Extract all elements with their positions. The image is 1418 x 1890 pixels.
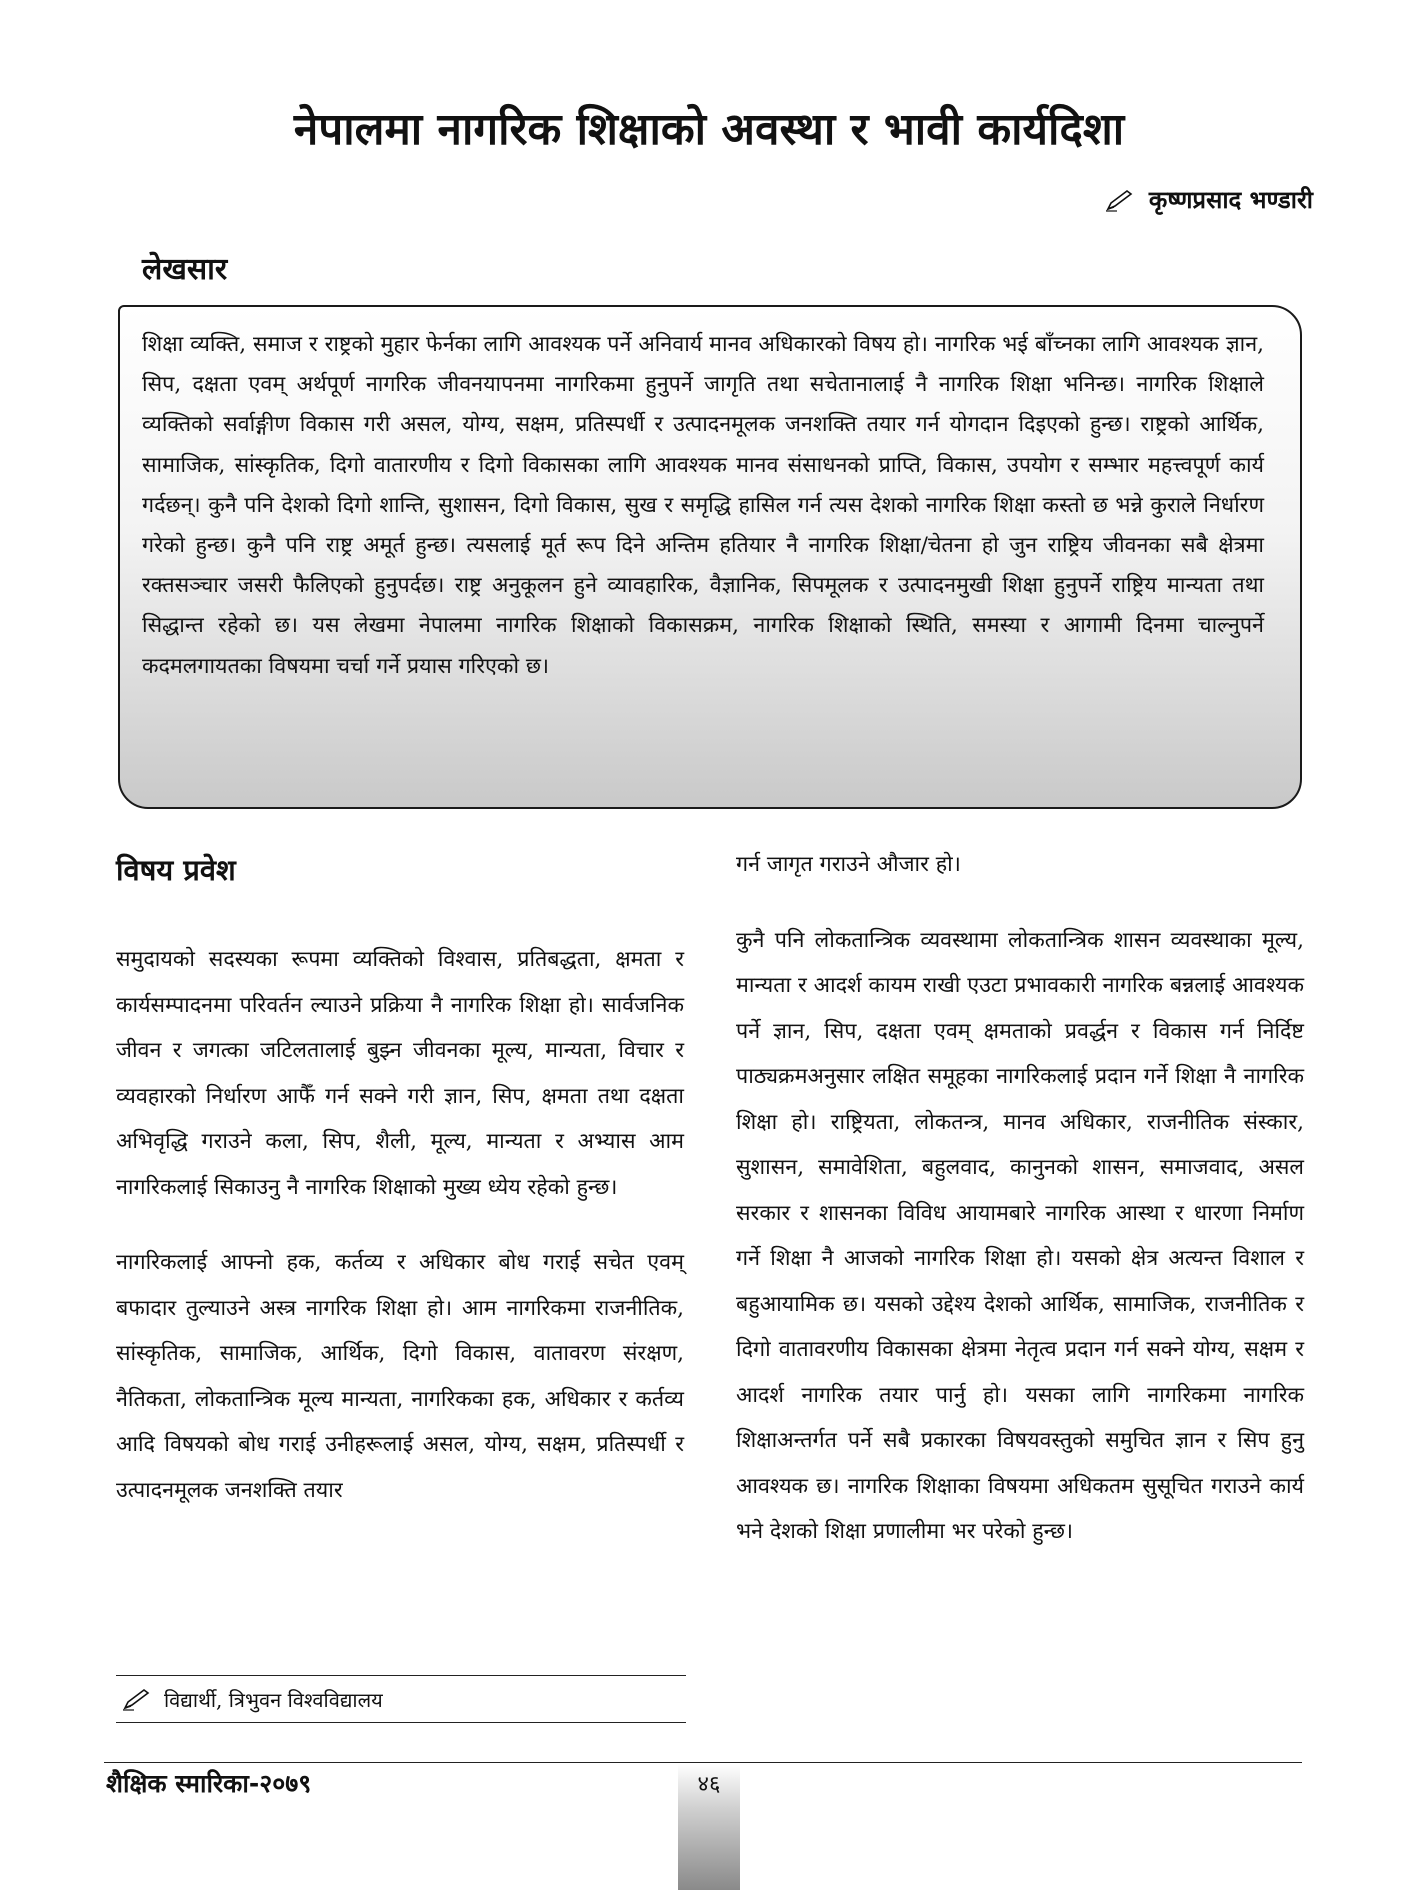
- section-heading: विषय प्रवेश: [116, 853, 236, 887]
- body-paragraph: कुनै पनि लोकतान्त्रिक व्यवस्थामा लोकतान्त्रिक शासन व्यवस्थाका मूल्य, मान्यता र आदर्श कायम राखी एउटा प्रभावकारी नागरिक बन्नलाई आवश्यक पर्ने ज्ञान, सिप, दक्षता एवम् क्षमताको प्रवर्द्धन र विकास गर्न निर्दिष्ट पाठ्यक्रमअनुसार लक्षित समूहका नागरिकलाई प्रदान गर्ने शिक्षा नै नागरिक शिक्षा हो। राष्ट्रियता, लोकतन्त्र, मानव अधिकार, राजनीतिक संस्कार, सुशासन, समावेशिता, बहुलवाद, कानुनको शासन, समाजवाद, असल सरकार र शासनका विविध आयामबारे नागरिक आस्था र धारणा निर्माण गर्ने शिक्षा नै आजको नागरिक शिक्षा हो। यसको क्षेत्र अत्यन्त विशाल र बहुआयामिक छ। यसको उद्देश्य देशको आर्थिक, सामाजिक, राजनीतिक र दिगो वातावरणीय विकासका क्षेत्रमा नेतृत्व प्रदान गर्न सक्ने योग्य, सक्षम र आदर्श नागरिक तयार पार्नु हो। यसका लागि नागरिकमा नागरिक शिक्षाअन्तर्गत पर्ने सबै प्रकारका विषयवस्तुको समुचित ज्ञान र सिप हुनु आवश्यक छ। नागरिक शिक्षाका विषयमा अधिकतम सुसूचित गराउने कार्य भने देशको शिक्षा प्रणालीमा भर परेको हुन्छ।: [736, 927, 1304, 1544]
- page-number: ४६: [697, 1772, 721, 1797]
- body-paragraph: गर्न जागृत गराउने औजार हो।: [736, 852, 961, 877]
- abstract-box: [118, 305, 1302, 809]
- abstract-heading: लेखसार: [142, 252, 228, 287]
- footer-divider: [104, 1762, 1302, 1763]
- publication-name: शैक्षिक स्मारिका-२०७९: [106, 1769, 312, 1798]
- page-number-tab: [678, 1764, 740, 1890]
- article-title: नेपालमा नागरिक शिक्षाको अवस्था र भावी कार्यदिशा: [293, 104, 1125, 155]
- author-line: [1105, 183, 1313, 217]
- body-paragraph: नागरिकलाई आफ्नो हक, कर्तव्य र अधिकार बोध गराई सचेत एवम् बफादार तुल्याउने अस्त्र नागरिक शिक्षा हो। आम नागरिकमा राजनीतिक, सांस्कृतिक, सामाजिक, आर्थिक, दिगो विकास, वातावरण संरक्षण, नैतिकता, लोकतान्त्रिक मूल्य मान्यता, नागरिकका हक, अधिकार र कर्तव्य आदि विषयको बोध गराई उनीहरूलाई असल, योग्य, सक्षम, प्रतिस्पर्धी र उत्पादनमूलक जनशक्ति तयार: [116, 1250, 684, 1503]
- pen-icon: [1105, 188, 1135, 212]
- pen-icon: [122, 1687, 152, 1711]
- author-name: कृष्णप्रसाद भण्डारी: [1148, 186, 1313, 214]
- right-column: [736, 842, 1304, 1555]
- left-column: [116, 845, 684, 1513]
- body-paragraph: समुदायको सदस्यका रूपमा व्यक्तिको विश्वास, प्रतिबद्धता, क्षमता र कार्यसम्पादनमा परिवर्तन ल्याउने प्रक्रिया नै नागरिक शिक्षा हो। सार्वजनिक जीवन र जगत्का जटिलतालाई बुझ्न जीवनका मूल्य, मान्यता, विचार र व्यवहारको निर्धारण आफैँ गर्न सक्ने गरी ज्ञान, सिप, क्षमता तथा दक्षता अभिवृद्धि गराउने कला, सिप, शैली, मूल्य, मान्यता र अभ्यास आम नागरिकलाई सिकाउनु नै नागरिक शिक्षाको मुख्य ध्येय रहेको हुन्छ।: [116, 947, 684, 1200]
- footnote-text: विद्यार्थी, त्रिभुवन विश्वविद्यालय: [164, 1687, 383, 1712]
- abstract-text: शिक्षा व्यक्ति, समाज र राष्ट्रको मुहार फेर्नका लागि आवश्यक पर्ने अनिवार्य मानव अधिकारको विषय हो। नागरिक भई बाँच्नका लागि आवश्यक ज्ञान, सिप, दक्षता एवम् अर्थपूर्ण नागरिक जीवनयापनमा नागरिकमा हुनुपर्ने जागृति तथा सचेतानालाई नै नागरिक शिक्षा भनिन्छ। नागरिक शिक्षाले व्यक्तिको सर्वाङ्गीण विकास गरी असल, योग्य, सक्षम, प्रतिस्पर्धी र उत्पादनमूलक जनशक्ति तयार गर्न योगदान दिइएको हुन्छ। राष्ट्रको आर्थिक, सामाजिक, सांस्कृतिक, दिगो वातारणीय र दिगो विकासका लागि आवश्यक मानव संसाधनको प्राप्ति, विकास, उपयोग र सम्भार महत्त्वपूर्ण कार्य गर्दछन्। कुनै पनि देशको दिगो शान्ति, सुशासन, दिगो विकास, सुख र समृद्धि हासिल गर्न त्यस देशको नागरिक शिक्षा कस्तो छ भन्ने कुराले निर्धारण गरेको हुन्छ। कुनै पनि राष्ट्र अमूर्त हुन्छ। त्यसलाई मूर्त रूप दिने अन्तिम हतियार नै नागरिक शिक्षा/चेतना हो जुन राष्ट्रिय जीवनका सबै क्षेत्रमा रक्तसञ्चार जसरी फैलिएको हुनुपर्दछ। राष्ट्र अनुकूलन हुने व्यावहारिक, वैज्ञानिक, सिपमूलक र उत्पादनमुखी शिक्षा हुनुपर्ने राष्ट्रिय मान्यता तथा सिद्धान्त रहेको छ। यस लेखमा नेपालमा नागरिक शिक्षाको विकासक्रम, नागरिक शिक्षाको स्थिति, समस्या र आगामी दिनमा चाल्नुपर्ने कदमलगायतका विषयमा चर्चा गर्ने प्रयास गरिएको छ।: [142, 332, 1264, 679]
- footnote: [116, 1675, 686, 1723]
